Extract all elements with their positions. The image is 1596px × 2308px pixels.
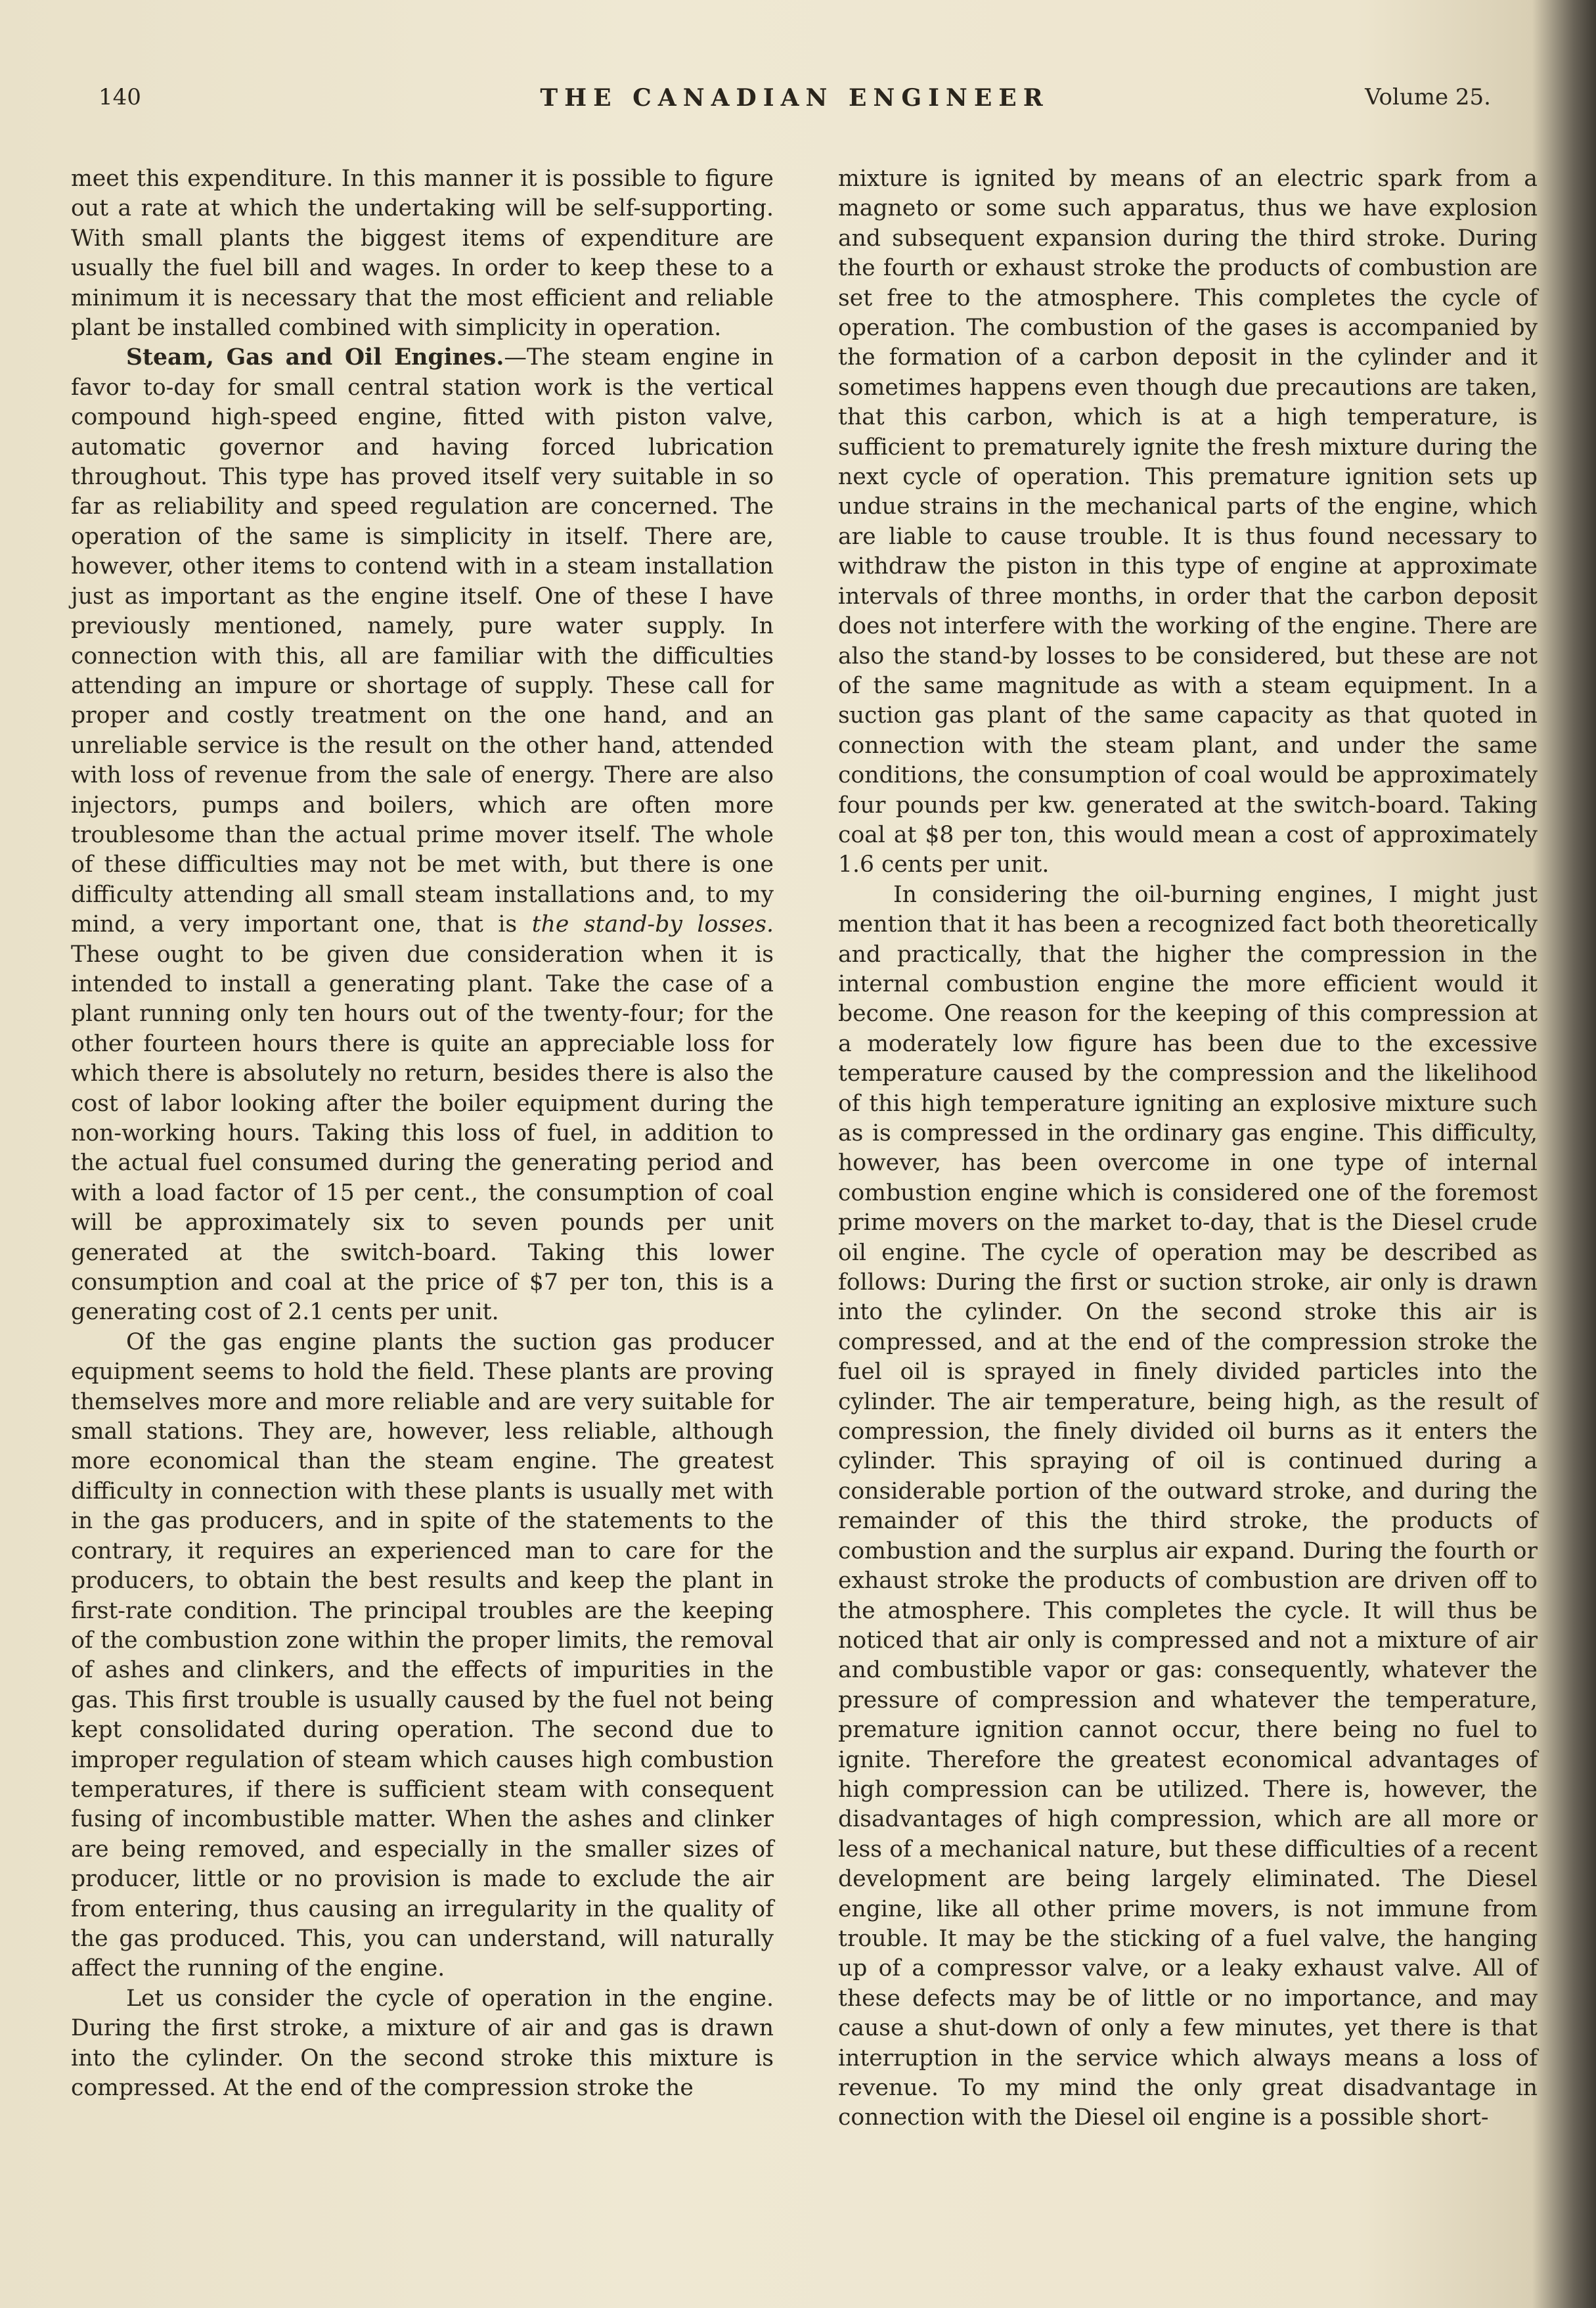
right-column	[838, 164, 1538, 2133]
paragraph-engines	[71, 343, 774, 1327]
running-header	[99, 84, 1491, 124]
paragraph: meet this expenditure. In this manner it is possible to figure out a rate at which the undertaking will be self-supporting. With small plants the biggest items of expenditure are usually the fuel bill and wages. In order to keep these to a minimum it is necessary that the most efficient and reliable plant be installed combined with simplicity in operation.	[71, 166, 774, 342]
journal-title: THE CANADIAN ENGINEER	[540, 84, 1050, 112]
left-column	[71, 164, 774, 2103]
paragraph: mixture is ignited by means of an electric spark from a magneto or some such apparatus, thus we have explosion and subsequent expansion during the third stroke. During the fourth or exhaust stroke the products of combustion are set free to the atmosphere. This completes the cycle of operation. The combustion of the gases is accompanied by the formation of a carbon deposit in the cylinder and it sometimes happens even though due precautions are taken, that this carbon, which is at a high temperature, is sufficient to prematurely ignite the fresh mixture during the next cycle of operation. This premature ignition sets up undue strains in the mechanical parts of the engine, which are liable to cause trouble. It is thus found necessary to withdraw the piston in this type of engine at approximate intervals of three months, in order that the carbon deposit does not interfere with the working of the engine. There are also the stand-by losses to be considered, but these are not of the same magnitude as with a steam equipment. In a suction gas plant of the same capacity as that quoted in connection with the steam plant, and under the same conditions, the consumption of coal would be approximately four pounds per kw. generated at the switch-board. Taking coal at $8 per ton, this would mean a cost of approximately 1.6 cents per unit.	[838, 166, 1538, 878]
section-heading: Steam, Gas and Oil Engines.	[126, 344, 504, 371]
paragraph: Of the gas engine plants the suction gas producer equipment seems to hold the field. These plants are proving themselves more and more reliable and are very suitable for small stations. They are, however, less reliable, although more economical than the steam engine. The greatest difficulty in connection with these plants is usually met with in the gas producers, and in spite of the statements to the contrary, it requires an experienced man to care for the producers, to obtain the best results and keep the plant in first-rate condition. The principal troubles are the keeping of the combustion zone within the proper limits, the removal of ashes and clinkers, and the effects of impurities in the gas. This first trouble is usually caused by the fuel not being kept consolidated during operation. The second due to improper regulation of steam which causes high combustion temperatures, if there is sufficient steam with consequent fusing of incombustible matter. When the ashes and clinker are being removed, and especially in the smaller sizes of producer, little or no provision is made to exclude the air from entering, thus causing an irregularity in the quality of the gas produced. This, you can understand, will naturally affect the running of the engine.	[71, 1328, 774, 1982]
paragraph: Let us consider the cycle of operation in the engine. During the first stroke, a mixture of air and gas is drawn into the cylinder. On the second stroke this mixture is compressed. At the end of the compression stroke the	[71, 1985, 774, 2101]
paragraph-text: —The steam engine in favor to-day for small central station work is the vertical compound high-speed engine, fitted with piston valve, automatic governor and having forced lubrication throughout. This type has proved itself very suitable in so far as reliability and speed regulation are concerned. The operation of the same is simplicity in itself. There are, however, other items to contend with in a steam installation just as important as the engine itself. One of these I have previously mentioned, namely, pure water supply. In connection with this, all are familiar with the difficulties attending an impure or shortage of supply. These call for proper and costly treatment on the one hand, and an unreliable service is the result on the other hand, attended with loss of revenue from the sale of energy. There are also injectors, pumps and boilers, which are often more troublesome than the actual prime mover itself. The whole of these difficulties may not be met with, but there is one difficulty attending all small steam installations and, to my mind, a very important one, that is	[71, 344, 774, 938]
paragraph-text: These ought to be given due consideration when it is intended to install a generating plant. Take the case of a plant running only ten hours out of the twenty-four; for the other fourteen hours there is quite an appreciable loss for which there is absolutely no return, besides there is also the cost of labor looking after the boiler equipment during the non-working hours. Taking this loss of fuel, in addition to the actual fuel consumed during the generating period and with a load factor of 15 per cent., the consumption of coal will be approximately six to seven pounds per unit generated at the switch-board. Taking this lower consumption and coal at the price of $7 per ton, this is a generating cost of 2.1 cents per unit.	[71, 941, 774, 1326]
page-number: 140	[99, 84, 141, 110]
italic-phrase: the stand-by losses.	[531, 911, 774, 938]
volume-label: Volume 25.	[1365, 84, 1491, 110]
paragraph: In considering the oil-burning engines, I might just mention that it has been a recognized fact both theoretically and practically, that the higher the compression in the internal combustion engine the more efficient would it become. One reason for the keeping of this compression at a moderately low figure has been due to the excessive temperature caused by the compression and the likelihood of this high temperature igniting an explosive mixture such as is compressed in the ordinary gas engine. This difficulty, however, has been overcome in one type of internal combustion engine which is considered one of the foremost prime movers on the market to-day, that is the Diesel crude oil engine. The cycle of operation may be described as follows: During the first or suction stroke, air only is drawn into the cylinder. On the second stroke this air is compressed, and at the end of the compression stroke the fuel oil is sprayed in finely divided particles into the cylinder. The air temperature, being high, as the result of compression, the finely divided oil burns as it enters the cylinder. This spraying of oil is continued during a considerable portion of the outward stroke, and during the remainder of this the third stroke, the products of combustion and the surplus air expand. During the fourth or exhaust stroke the products of combustion are driven off to the atmosphere. This completes the cycle. It will thus be noticed that air only is compressed and not a mixture of air and combustible vapor or gas: consequently, whatever the pressure of compression and whatever the temperature, premature ignition cannot occur, there being no fuel to ignite. Therefore the greatest economical advantages of high compression can be utilized. There is, however, the disadvantages of high compression, which are all more or less of a mechanical nature, but these difficulties of a recent development are being largely eliminated. The Diesel engine, like all other prime movers, is not immune from trouble. It may be the sticking of a fuel valve, the hanging up of a compressor valve, or a leaky exhaust valve. All of these defects may be of little or no importance, and may cause a shut-down of only a few minutes, yet there is that interruption in the service which always means a loss of revenue. To my mind the only great disadvantage in connection with the Diesel oil engine is a possible short-	[838, 881, 1538, 2131]
